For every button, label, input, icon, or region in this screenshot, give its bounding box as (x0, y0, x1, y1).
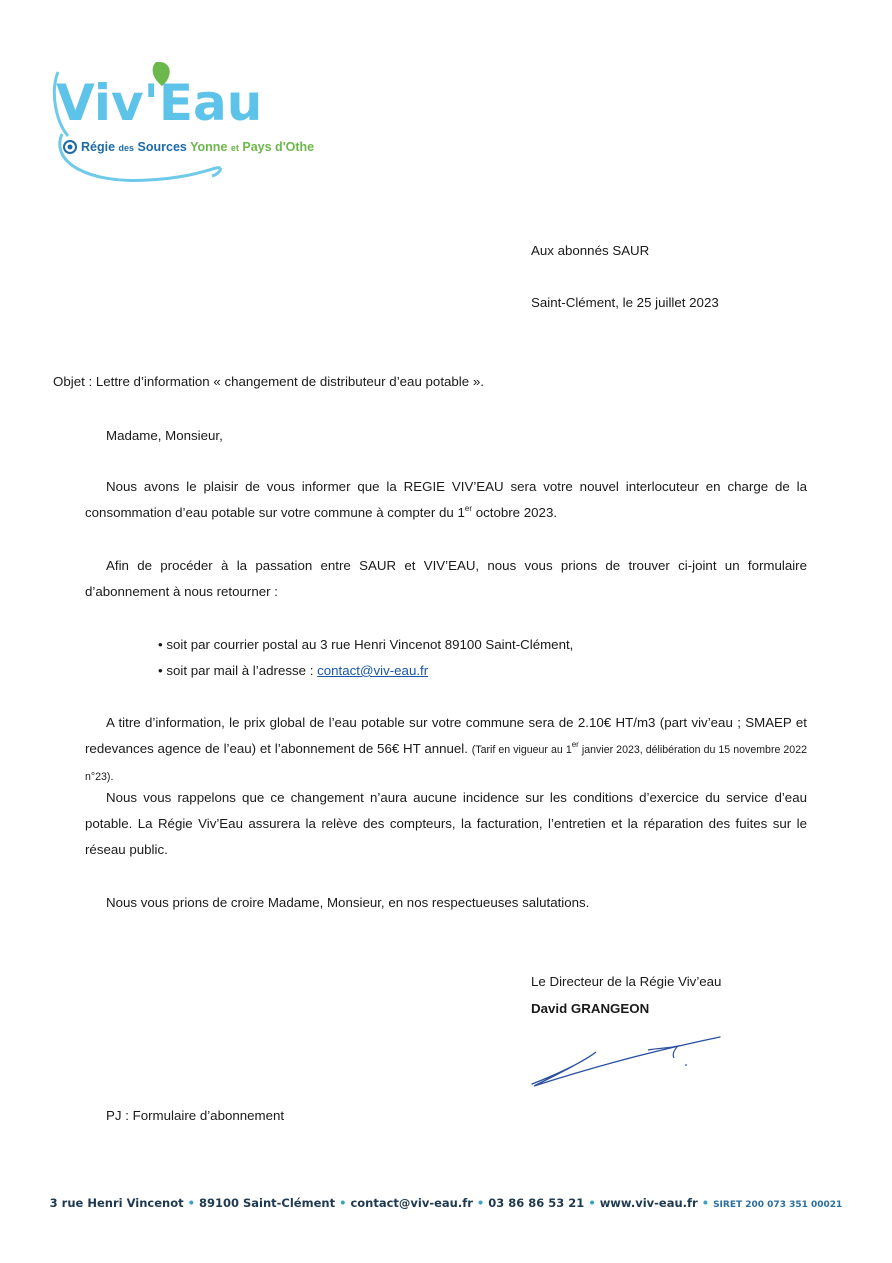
footer-phone: 03 86 86 53 21 (488, 1196, 585, 1210)
footer-contact-bar (0, 1196, 892, 1210)
contact-email-link[interactable]: contact@viv-eau.fr (317, 663, 429, 678)
logo-tagline: Régie des Sources Yonne et Pays d'Othe (81, 140, 315, 154)
paragraph-pricing: A titre d’information, le prix global de l’eau potable sur votre commune sera de 2.10€ HT/m3 (part viv’eau ; SMAEP et redevances agence de l’eau) et l’abonnement de 56€ HT annuel. (Tarif en vigueur au 1er janvier 2023, délibération du 15 novembre 2022 n°23). (85, 715, 807, 783)
footer-city: 89100 Saint-Clément (198, 1196, 336, 1210)
recipient-line: Aux abonnés SAUR (531, 243, 650, 258)
logo-graphic (48, 52, 315, 190)
separator-dot-icon: • (339, 1196, 347, 1210)
paragraph-transfer-notice: Nous avons le plaisir de vous informer que la REGIE VIV’EAU sera votre nouvel interlocuteur en charge de la consommation d’eau potable sur votre commune à compter du 1er octobre 2023. (85, 479, 807, 520)
subject-line: Objet : Lettre d’information « changement de distributeur d’eau potable ». (53, 374, 484, 389)
closing-formula: Nous vous prions de croire Madame, Monsieur, en nos respectueuses salutations. (106, 895, 590, 910)
salutation: Madame, Monsieur, (106, 428, 223, 443)
logo-brand-text: Viv'Eau (56, 74, 263, 132)
signatory-name: David GRANGEON (531, 1001, 650, 1016)
paragraph-form-request: Afin de procéder à la passation entre SAUR et VIV’EAU, nous vous prions de trouver ci-joint un formulaire d’abonnement à nous retourner : (85, 558, 807, 599)
footer-address: 3 rue Henri Vincenot (49, 1196, 184, 1210)
separator-dot-icon: • (701, 1196, 710, 1210)
list-item-email: • soit par mail à l’adresse : contact@viv-eau.fr (158, 663, 429, 678)
paragraph-service-continuity: Nous vous rappelons que ce changement n’aura aucune incidence sur les conditions d’exercice du service d’eau potable. La Régie Viv’Eau assurera la relève des compteurs, la facturation, l’entretien et la réparation des fuites sur le réseau public. (85, 790, 807, 857)
signature-graphic (528, 1030, 728, 1092)
logo-bullet-dot (68, 145, 73, 150)
separator-dot-icon: • (588, 1196, 596, 1210)
signature (528, 1030, 728, 1092)
viveau-logo (48, 52, 315, 190)
separator-dot-icon: • (187, 1196, 195, 1210)
ordinal-sup: er (464, 504, 473, 513)
list-item-postal: • soit par courrier postal au 3 rue Henri Vincenot 89100 Saint-Clément, (158, 637, 574, 652)
signatory-title: Le Directeur de la Régie Viv’eau (531, 974, 722, 989)
place-date: Saint-Clément, le 25 juillet 2023 (531, 295, 719, 310)
return-options-list (158, 632, 573, 684)
footer-siret: SIRET 200 073 351 00021 (713, 1200, 843, 1210)
footer-email[interactable]: contact@viv-eau.fr (350, 1196, 473, 1210)
footer-website[interactable]: www.viv-eau.fr (599, 1196, 698, 1210)
separator-dot-icon: • (476, 1196, 485, 1210)
attachment-note: PJ : Formulaire d’abonnement (106, 1108, 285, 1123)
